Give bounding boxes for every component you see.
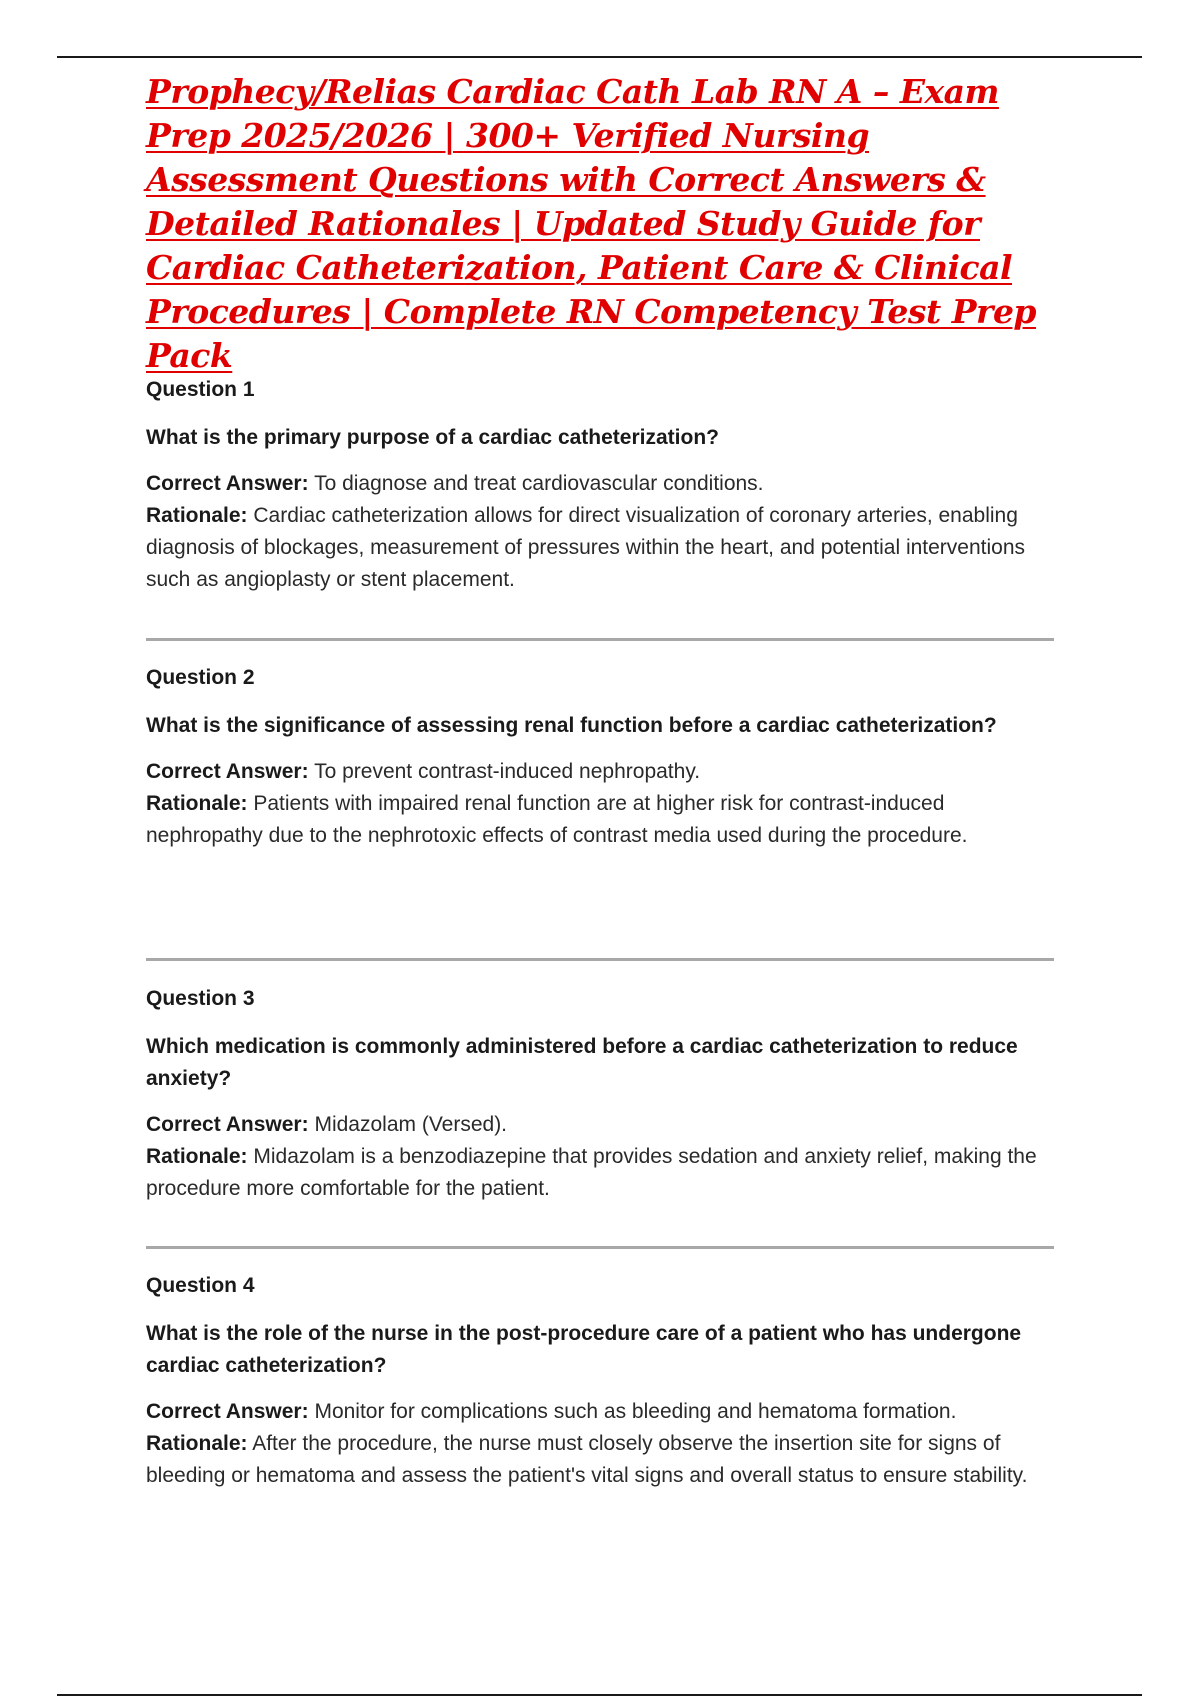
correct-answer [146,468,1056,500]
rationale-label: Rationale: [146,1432,248,1455]
correct-answer-text: Monitor for complications such as bleeding and hematoma formation. [314,1400,957,1423]
correct-answer-label: Correct Answer: [146,1113,309,1136]
correct-answer [146,756,1056,788]
title-block [146,70,1066,378]
document-title: Prophecy/Relias Cardiac Cath Lab RN A – Exam Prep 2025/2026 | 300+ Verified Nursing Assessment Questions with Correct Answers & Detailed Rationales | Updated Study Guide for Cardiac Catheterization, Patient Care & Clinical Procedures | Complete RN Competency Test Prep Pack [146,72,1037,375]
correct-answer-text: To prevent contrast-induced nephropathy. [314,760,701,783]
question-separator [146,958,1054,961]
question-number: Question 3 [146,987,255,1010]
page-bottom-rule [57,1694,1142,1696]
page-top-rule [57,56,1142,58]
correct-answer-text: To diagnose and treat cardiovascular conditions. [314,472,764,495]
question-block-3 [146,985,1056,1205]
answer-block [146,756,1056,852]
question-block-4 [146,1272,1056,1492]
correct-answer-label: Correct Answer: [146,1400,309,1423]
rationale-text: Cardiac catheterization allows for direct visualization of coronary arteries, enabling diagnosis of blockages, measurement of pressures within the heart, and potential interventions such as angioplasty or stent placement. [146,504,1026,591]
rationale-label: Rationale: [146,504,248,527]
question-text: What is the primary purpose of a cardiac catheterization? [146,426,719,449]
question-separator [146,638,1054,641]
correct-answer-label: Correct Answer: [146,472,309,495]
answer-block [146,1109,1056,1205]
rationale [146,788,1056,852]
correct-answer [146,1396,1056,1428]
rationale-text: Patients with impaired renal function are at higher risk for contrast-induced nephropathy due to the nephrotoxic effects of contrast media used during the procedure. [146,792,968,847]
question-number: Question 1 [146,378,255,401]
rationale [146,1428,1056,1492]
question-text: What is the significance of assessing renal function before a cardiac catheterization? [146,714,997,737]
rationale [146,500,1056,596]
correct-answer-text: Midazolam (Versed). [314,1113,508,1136]
question-number: Question 4 [146,1274,255,1297]
rationale-text: After the procedure, the nurse must closely observe the insertion site for signs of bleeding or hematoma and assess the patient's vital signs and overall status to ensure stability. [146,1432,1028,1487]
rationale-label: Rationale: [146,792,248,815]
question-separator [146,1246,1054,1249]
answer-block [146,468,1056,596]
rationale-label: Rationale: [146,1145,248,1168]
correct-answer [146,1109,1056,1141]
rationale [146,1141,1056,1205]
question-block-2 [146,664,1056,852]
rationale-text: Midazolam is a benzodiazepine that provides sedation and anxiety relief, making the procedure more comfortable for the patient. [146,1145,1037,1200]
question-block-1 [146,376,1056,596]
answer-block [146,1396,1056,1492]
correct-answer-label: Correct Answer: [146,760,309,783]
question-number: Question 2 [146,666,255,689]
question-text: Which medication is commonly administered before a cardiac catheterization to reduce anxiety? [146,1035,1018,1090]
question-text: What is the role of the nurse in the post-procedure care of a patient who has undergone cardiac catheterization? [146,1322,1022,1377]
